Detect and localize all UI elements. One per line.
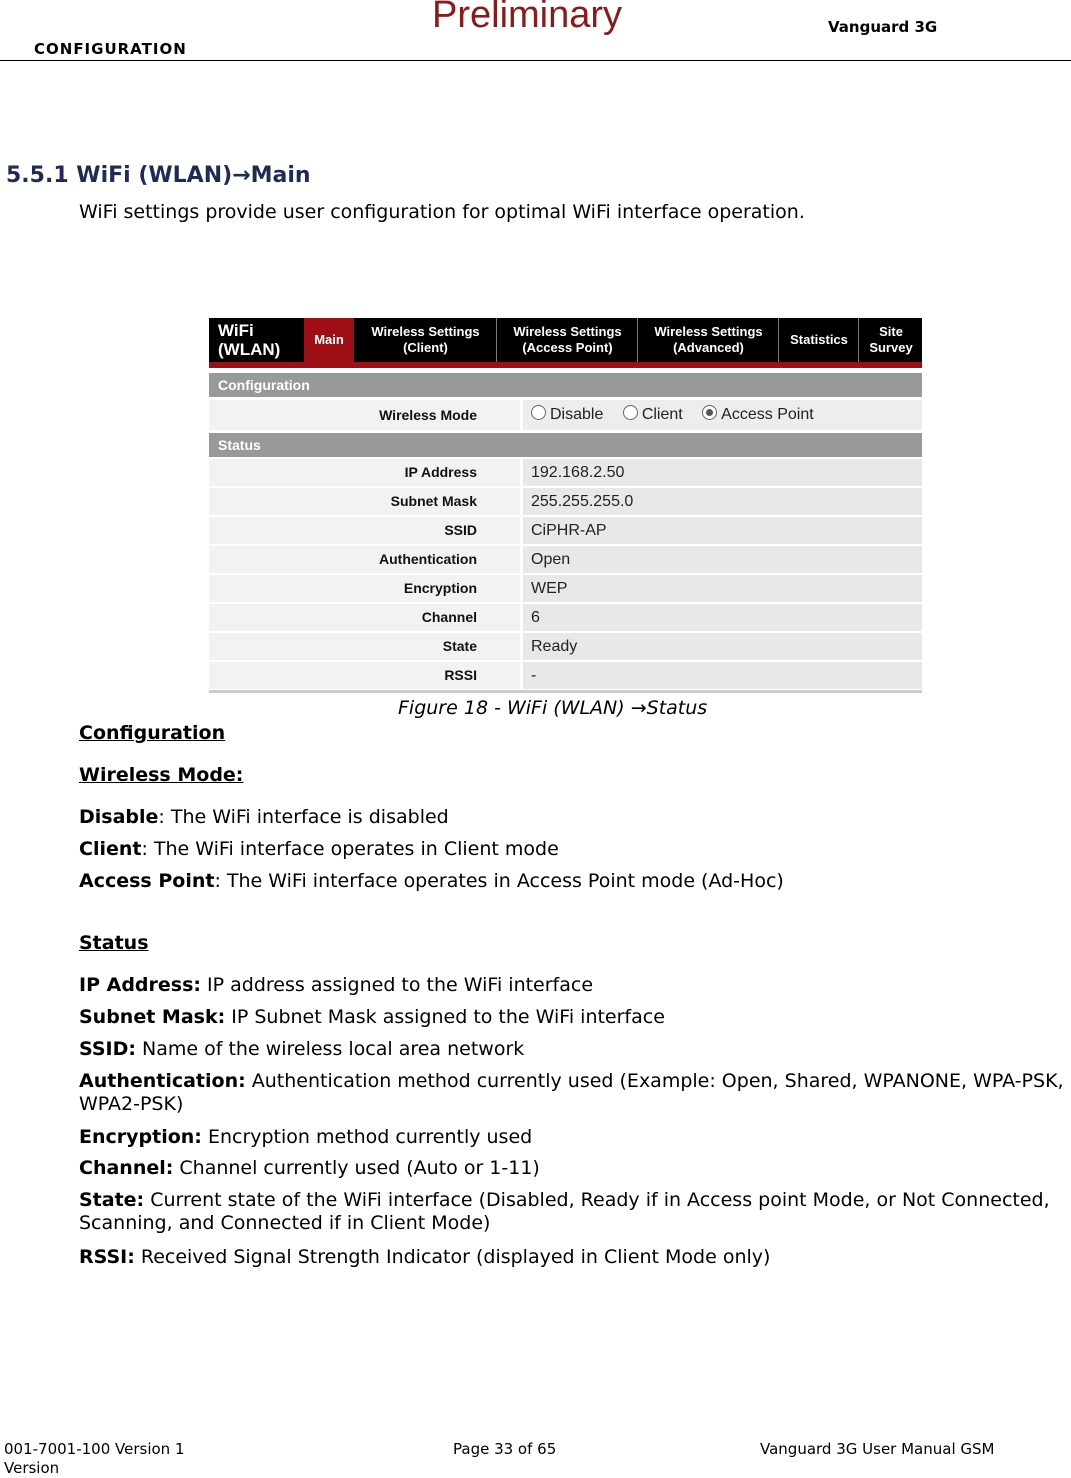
mode-option-access-point[interactable]: Access Point bbox=[702, 406, 813, 423]
tab-wireless-settings-access-point[interactable]: Wireless Settings (Access Point) bbox=[496, 318, 638, 362]
status-label: Authentication bbox=[209, 546, 520, 573]
status-value: WEP bbox=[523, 575, 922, 602]
status-row bbox=[209, 575, 922, 602]
configuration-band: Configuration bbox=[209, 373, 922, 397]
definition-item: Encryption: Encryption method currently used bbox=[79, 1126, 533, 1148]
status-row bbox=[209, 604, 922, 631]
preliminary-watermark: Preliminary bbox=[432, 0, 623, 36]
footer-page-number: Page 33 of 65 bbox=[453, 1440, 557, 1458]
section-intro: WiFi settings provide user configuration for optimal WiFi interface operation. bbox=[79, 201, 805, 223]
definition-item: Access Point: The WiFi interface operates in Access Point mode (Ad-Hoc) bbox=[79, 870, 784, 892]
definition-item: Subnet Mask: IP Subnet Mask assigned to the WiFi interface bbox=[79, 1006, 665, 1028]
mode-option-disable[interactable]: Disable bbox=[531, 406, 603, 423]
wireless-mode-options bbox=[523, 400, 922, 430]
status-value: 192.168.2.50 bbox=[523, 459, 922, 486]
status-value: CiPHR-AP bbox=[523, 517, 922, 544]
status-row bbox=[209, 633, 922, 660]
status-label: RSSI bbox=[209, 662, 520, 689]
definition-item: Channel: Channel currently used (Auto or 1-11) bbox=[79, 1157, 540, 1179]
footer-doc-id: 001-7001-100 Version 1 Version bbox=[4, 1440, 185, 1477]
figure-caption: Figure 18 - WiFi (WLAN) →Status bbox=[398, 697, 708, 719]
status-value: 255.255.255.0 bbox=[523, 488, 922, 515]
status-value: - bbox=[523, 662, 922, 689]
status-heading: Status bbox=[79, 932, 149, 954]
radio-disable[interactable] bbox=[531, 405, 546, 420]
tab-statistics[interactable]: Statistics bbox=[778, 318, 859, 362]
definition-item: RSSI: Received Signal Strength Indicator (displayed in Client Mode only) bbox=[79, 1246, 771, 1268]
status-label: Channel bbox=[209, 604, 520, 631]
tab-main[interactable]: Main bbox=[304, 318, 354, 362]
status-value: Open bbox=[523, 546, 922, 573]
status-label: SSID bbox=[209, 517, 520, 544]
screenshot-bottom-rule bbox=[209, 690, 922, 693]
definition-item: State: Current state of the WiFi interface (Disabled, Ready if in Access point Mode, or Not Connected, Scanning, and Connected if in Client Mode) bbox=[79, 1189, 1050, 1234]
status-band: Status bbox=[209, 433, 922, 457]
tab-wireless-settings-advanced[interactable]: Wireless Settings (Advanced) bbox=[637, 318, 779, 362]
running-header-product: Vanguard 3G bbox=[828, 18, 938, 36]
wireless-mode-label: Wireless Mode bbox=[209, 400, 520, 430]
status-label: Encryption bbox=[209, 575, 520, 602]
status-label: IP Address bbox=[209, 459, 520, 486]
status-row bbox=[209, 517, 922, 544]
tab-underline bbox=[209, 362, 922, 368]
wireless-mode-heading: Wireless Mode: bbox=[79, 764, 244, 786]
status-value: Ready bbox=[523, 633, 922, 660]
definition-item: Client: The WiFi interface operates in Client mode bbox=[79, 838, 559, 860]
radio-access-point[interactable] bbox=[702, 405, 717, 420]
status-row bbox=[209, 546, 922, 573]
footer-manual-title: Vanguard 3G User Manual GSM bbox=[760, 1440, 995, 1458]
configuration-heading: Configuration bbox=[79, 722, 226, 744]
definition-item: Authentication: Authentication method currently used (Example: Open, Shared, WPANONE, WPA-PSK, WPA2-PSK) bbox=[79, 1070, 1064, 1115]
status-label: State bbox=[209, 633, 520, 660]
mode-option-client[interactable]: Client bbox=[623, 406, 683, 423]
radio-client[interactable] bbox=[623, 405, 638, 420]
section-title: 5.5.1 WiFi (WLAN)→Main bbox=[6, 163, 311, 188]
wifi-main-screenshot bbox=[209, 318, 922, 693]
definition-item: IP Address: IP address assigned to the WiFi interface bbox=[79, 974, 594, 996]
status-row bbox=[209, 488, 922, 515]
running-header-section: CONFIGURATION bbox=[34, 40, 187, 58]
definition-item: SSID: Name of the wireless local area network bbox=[79, 1038, 525, 1060]
wireless-mode-row bbox=[209, 400, 922, 430]
header-rule bbox=[0, 60, 1071, 61]
tab-bar bbox=[209, 318, 922, 362]
wifi-wlan-logo: WiFi (WLAN) bbox=[218, 321, 281, 359]
tab-site-survey[interactable]: Site Survey bbox=[858, 318, 923, 362]
status-row bbox=[209, 459, 922, 486]
status-label: Subnet Mask bbox=[209, 488, 520, 515]
tab-wireless-settings-client[interactable]: Wireless Settings (Client) bbox=[371, 324, 480, 355]
status-value: 6 bbox=[523, 604, 922, 631]
definition-item: Disable: The WiFi interface is disabled bbox=[79, 806, 449, 828]
status-row bbox=[209, 662, 922, 689]
